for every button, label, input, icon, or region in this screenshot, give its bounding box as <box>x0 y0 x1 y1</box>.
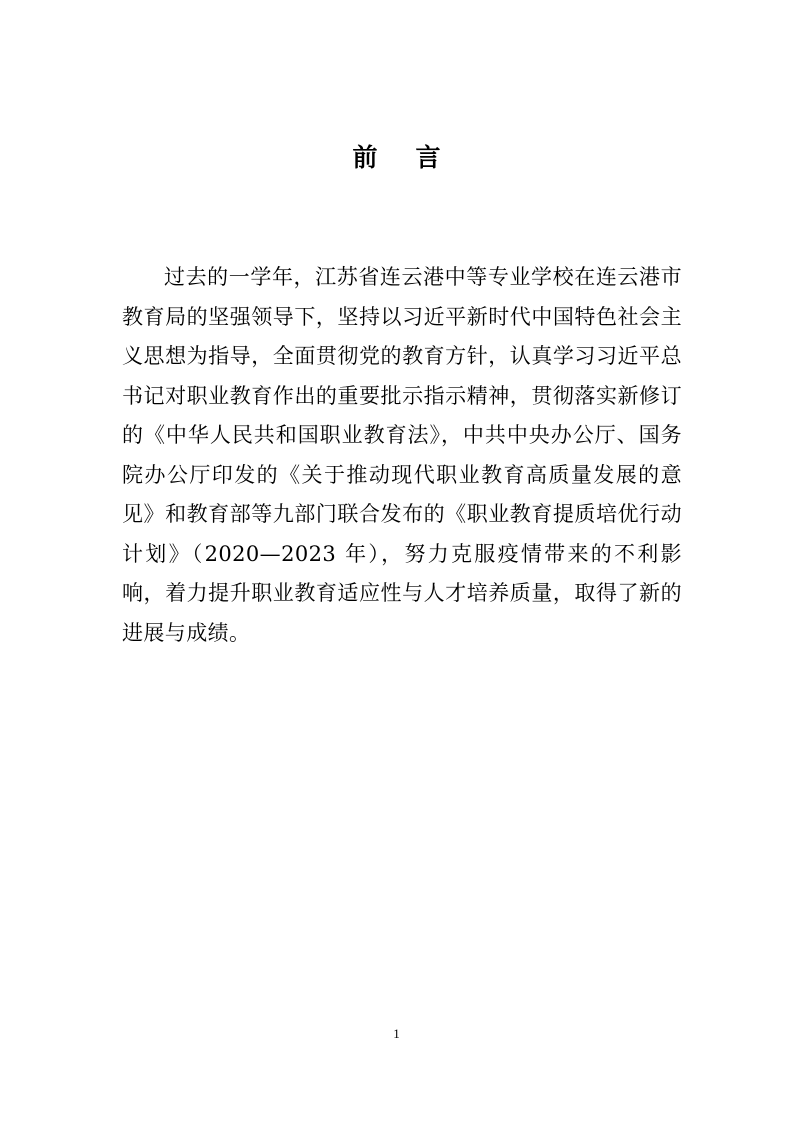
page-number: 1 <box>393 1026 400 1041</box>
page-title-char-2: 言 <box>415 143 441 172</box>
page-title-char-1: 前 <box>352 143 378 172</box>
page-title <box>0 138 793 178</box>
body-text <box>122 258 682 653</box>
preface-paragraph: 过去的一学年，江苏省连云港中等专业学校在连云港市教育局的坚强领导下，坚持以习近平新时代中国特色社会主义思想为指导，全面贯彻党的教育方针，认真学习习近平总书记对职业教育作出的重要批示指示精神，贯彻落实新修订的《中华人民共和国职业教育法》，中共中央办公厅、国务院办公厅印发的《关于推动现代职业教育高质量发展的意见》和教育部等九部门联合发布的《职业教育提质培优行动计划》（2020—2023 年），努力克服疫情带来的不利影响，着力提升职业教育适应性与人才培养质量，取得了新的进展与成绩。 <box>122 265 682 645</box>
